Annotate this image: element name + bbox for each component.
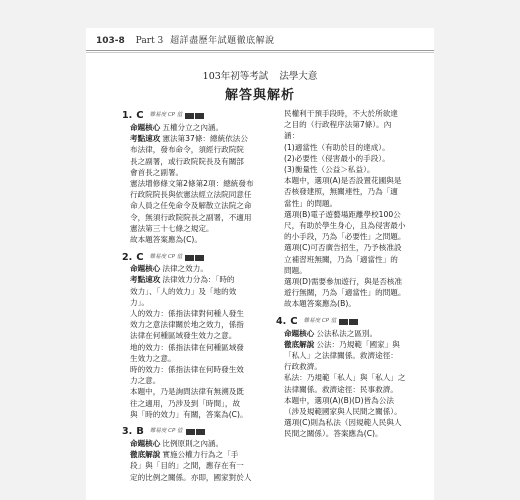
difficulty-meta: 難易度 CP 值 — [149, 253, 183, 260]
difficulty-badge-icon — [184, 110, 204, 121]
rating-box-icon — [185, 255, 194, 261]
line-label: 命題核心 — [130, 264, 161, 274]
question-number: 1. — [122, 110, 133, 122]
answer-line: 尺，有助於學生身心，且為侵害最小 — [284, 221, 406, 231]
line-text: 行政救濟。 — [284, 362, 322, 372]
rating-box-icon — [349, 319, 358, 325]
rating-box-icon — [186, 429, 195, 435]
line-label: 命題核心 — [284, 328, 315, 338]
line-text: 效力」、「人的效力」及「地的效 — [130, 286, 237, 296]
rating-box-icon — [195, 113, 204, 119]
question-number: 3. — [122, 426, 133, 438]
book-page — [86, 28, 434, 500]
line-label: 徹底解說 — [284, 339, 315, 349]
line-text: 地的效力：係指法律在何種區域發 — [130, 342, 244, 352]
answer-line: (1)適當性（有助於目的達成）。 — [284, 142, 390, 152]
line-text: 法律效力分為：「時的 — [162, 275, 235, 285]
answer-letter: C — [136, 251, 144, 263]
difficulty-badge-icon — [338, 316, 358, 327]
header-rule — [86, 50, 434, 51]
answer-line: 選項(C)可否廣告招生，乃予核准設 — [284, 243, 402, 253]
spacer — [122, 245, 272, 249]
line-label: 命題核心 — [130, 439, 161, 449]
answer-letter: B — [136, 426, 144, 438]
line-text: 法律關係。救濟途徑：民事救濟。 — [284, 384, 398, 394]
line-text: 憲法第三十七條之規定。 — [130, 223, 214, 233]
question-number: 2. — [122, 251, 133, 263]
answer-line — [130, 472, 272, 483]
answer-line — [130, 286, 272, 297]
answer-line — [130, 122, 272, 133]
answer-line: 選項(D)需要參加遊行，與是否核准 — [284, 277, 403, 287]
difficulty-meta: 難易度 CP 值 — [149, 112, 183, 119]
answer-line: 問題。 — [284, 265, 307, 275]
answer-line — [130, 167, 272, 178]
answer-line — [130, 223, 272, 234]
answer-line — [284, 339, 424, 350]
line-text: 選項(C)則為私法（因規範人民與人 — [284, 418, 402, 428]
answer-line — [284, 328, 424, 339]
line-text: 力」。 — [130, 297, 149, 307]
answer-line: (3)衡量性（公益＞私益）。 — [284, 165, 375, 175]
difficulty-meta: 難易度 CP 值 — [149, 428, 183, 435]
answer-line — [130, 263, 272, 274]
answer-line — [130, 386, 272, 397]
line-text: 令，無須行政院院長之副署，不適用 — [130, 212, 252, 222]
answer-line — [130, 460, 272, 471]
difficulty-meta: 難易度 CP 值 — [303, 318, 337, 325]
line-text: 段」與「目的」之間，應存在有一 — [130, 461, 244, 471]
exam-year-title: 103年初等考試 — [202, 71, 269, 82]
answer-line — [130, 438, 272, 449]
rating-box-icon — [196, 429, 205, 435]
answer-line: 立補習班無關，乃為「適當性」的 — [284, 254, 398, 264]
line-label: 徹底解說 — [130, 450, 161, 460]
answer-line: 遊行無關，乃為「適當性」的問題。 — [284, 288, 406, 298]
answer-line: 涵： — [284, 131, 300, 141]
answer-letter: C — [136, 110, 144, 122]
line-text: 「私人」之法律關係。救濟途徑： — [284, 351, 398, 361]
answer-line — [130, 178, 272, 189]
answer-line — [130, 200, 272, 211]
line-label: 考點速攻 — [130, 275, 161, 285]
answer-line — [130, 212, 272, 223]
answer-line — [130, 375, 272, 386]
line-text: （涉及規範國家與人民間之關係）。 — [284, 407, 402, 417]
line-text: 生效力之意。 — [130, 353, 176, 363]
answer-line: 選項(B)電子遊藝場距離學校100公 — [284, 209, 401, 219]
answer-line — [284, 384, 424, 395]
answer-line — [130, 364, 272, 375]
rating-box-icon — [195, 255, 204, 261]
line-text: 比例原則之內涵。 — [162, 439, 224, 449]
answer-letter: C — [290, 316, 298, 328]
line-text: 時的效力：係指法律在何時發生效 — [130, 365, 244, 375]
answer-line: 否核發建照，無關連性，乃為「適 — [284, 187, 398, 197]
line-label: 考點速攻 — [130, 134, 161, 144]
line-text: 與「時的效力」有關，答案為(C)。 — [130, 409, 248, 419]
line-text: 往之適用，乃涉及到「時間」，故 — [130, 398, 241, 408]
line-text: 本題中，選項(A)(B)(D)皆為公法 — [284, 395, 394, 405]
answer-line — [284, 428, 424, 439]
line-text: 長之副署，或行政院院長及有關部 — [130, 156, 244, 166]
answer-line: 故本題答案應為(B)。 — [284, 299, 356, 309]
section-title: 解答與解析 — [224, 88, 295, 103]
line-text: 五權分立之內涵。 — [162, 123, 224, 132]
line-text: 本題中，乃是詢問法律有無溯及既 — [130, 387, 244, 397]
part-label: Part 3 — [135, 36, 164, 46]
line-text: 會首長之副署。 — [130, 167, 184, 177]
answer-line — [130, 297, 272, 308]
left-column — [122, 108, 272, 483]
line-text: 效力之意法律關於地之效力，係指 — [130, 320, 244, 330]
answer-line — [284, 395, 424, 406]
line-label: 命題核心 — [130, 123, 161, 132]
line-text: 命人員之任免命令及解散立法院之命 — [130, 201, 252, 211]
answer-line — [130, 409, 272, 420]
answer-line — [130, 342, 272, 353]
line-text: 民間之關係）。答案應為(C)。 — [284, 429, 383, 439]
exam-title — [86, 68, 434, 82]
line-text: 實施公權力行為之「手 — [162, 450, 239, 460]
rating-box-icon — [339, 319, 348, 325]
question-number: 4. — [276, 316, 287, 328]
right-column — [276, 108, 424, 440]
answer-line: 之目的（行政程序法第7條）。內 — [284, 120, 392, 130]
answer-line — [284, 406, 424, 417]
question-header — [122, 251, 272, 263]
line-text: 故本題答案應為(C)。 — [130, 235, 202, 245]
line-text: 力之意。 — [130, 376, 161, 386]
book-title: 超詳盡歷年試題徹底解說 — [170, 36, 275, 46]
line-text: 憲法增修條文第2條第2項：總統發布 — [130, 179, 254, 189]
answer-line — [284, 350, 424, 361]
line-text: 公法：乃規範「國家」與 — [316, 339, 400, 349]
answer-line: 的小手段，乃為「必要性」之問題。 — [284, 232, 406, 242]
answer-line — [130, 156, 272, 167]
rating-box-icon — [185, 113, 194, 119]
line-text: 定的比例之關係。亦即，國家對於人 — [130, 472, 252, 482]
line-text: 人的效力：係指法律對何種人發生 — [130, 309, 244, 319]
line-text: 公法私法之區別。 — [316, 328, 378, 338]
line-text: 私法：乃規範「私人」與「私人」之 — [284, 373, 406, 383]
answer-line — [130, 234, 272, 245]
answer-line: (2)必要性（侵害最小的手段）。 — [284, 153, 390, 163]
page-number: 103-8 — [96, 36, 125, 46]
answer-line — [130, 353, 272, 364]
answer-line — [284, 372, 424, 383]
answer-line — [130, 189, 272, 200]
answer-line: 本題中，選項(A)是否設置花圃與是 — [284, 176, 402, 186]
answer-line: 當性」的問題。 — [284, 198, 338, 208]
answer-line — [130, 274, 272, 285]
line-text: 行政院院長與依憲法經立法院同意任 — [130, 190, 252, 200]
line-text: 法律之效力。 — [162, 264, 208, 274]
answer-line — [284, 417, 424, 428]
answer-line — [284, 361, 424, 372]
answer-line: 民權利干預手段時，不大於所欲達 — [284, 109, 398, 118]
exam-subject: 法學大意 — [279, 71, 318, 82]
line-text: 布法律，發布命令，須經行政院院 — [130, 145, 244, 155]
question-header — [122, 426, 272, 438]
line-text: 憲法第37條：總統依法公 — [162, 134, 248, 144]
answer-line — [130, 144, 272, 155]
answer-line — [130, 398, 272, 409]
answer-line — [130, 133, 272, 144]
line-text: 法律在何種區域發生效力之意。 — [130, 331, 237, 341]
question-header — [276, 316, 424, 328]
spacer — [276, 310, 424, 314]
answer-line — [130, 449, 272, 460]
difficulty-badge-icon — [185, 426, 205, 437]
answer-line — [130, 319, 272, 330]
header-rule-secondary — [86, 52, 434, 53]
answer-line — [130, 330, 272, 341]
page-header — [96, 34, 426, 48]
spacer — [122, 420, 272, 424]
difficulty-badge-icon — [184, 252, 204, 263]
answer-line — [130, 308, 272, 319]
question-header — [122, 110, 272, 122]
